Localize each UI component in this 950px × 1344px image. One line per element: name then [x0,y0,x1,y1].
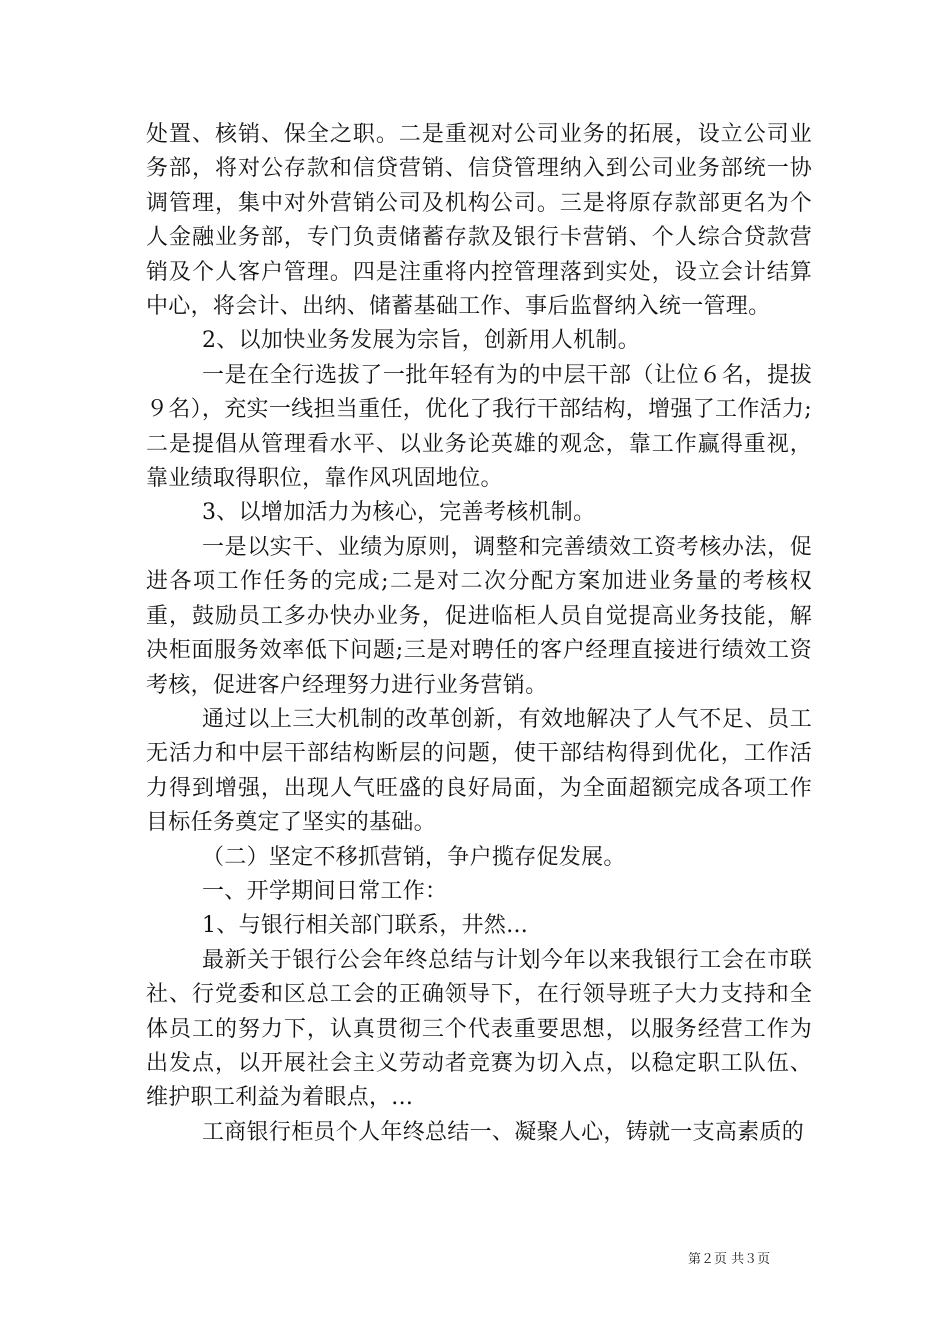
paragraph: 一是在全行选拔了一批年轻有为的中层干部（让位６名，提拔９名），充实一线担当重任，优化了我行干部结构，增强了工作活力;二是提倡从管理看水平、以业务论英雄的观念，靠工作赢得重视，靠业绩取得职位，靠作风巩固地位。 [146,362,812,492]
paragraph-continuation: 处置、核销、保全之职。二是重视对公司业务的拓展，设立公司业务部，将对公存款和信贷营销、信贷管理纳入到公司业务部统一协调管理，集中对外营销公司及机构公司。三是将原存款部更名为个人金融业务部，专门负责储蓄存款及银行卡营销、个人综合贷款营销及个人客户管理。四是注重将内控管理落到实处，设立会计结算中心，将会计、出纳、储蓄基础工作、事后监督纳入统一管理。 [146,122,812,320]
document-body [146,118,812,1150]
section-heading-3: 3、以增加活力为核心，完善考核机制。 [202,500,596,526]
paragraph: 最新关于银行公会年终总结与计划今年以来我银行工会在市联社、行党委和区总工会的正确领导下，在行领导班子大力支持和全体员工的努力下，认真贯彻三个代表重要思想，以服务经营工作为出发点，以开展社会主义劳动者竞赛为切入点，以稳定职工队伍、维护职工利益为着眼点，... [146,947,812,1111]
page-number: 第２页 共３页 [688,1252,771,1267]
paragraph: 一是以实干、业绩为原则，调整和完善绩效工资考核办法，促进各项工作任务的完成;二是对二次分配方案加进业务量的考核权重，鼓励员工多办快办业务，促进临柜人员自觉提高业务技能，解决柜面服务效率低下问题;三是对聘任的客户经理直接进行绩效工资考核，促进客户经理努力进行业务营销。 [146,534,812,698]
section-heading-daily-work: 一、开学期间日常工作： [202,878,448,904]
list-item: 1、与银行相关部门联系，井然... [202,913,529,939]
section-heading-2: 2、以加快业务发展为宗旨，创新用人机制。 [202,328,640,354]
paragraph: 工商银行柜员个人年终总结一、凝聚人心，铸就一支高素质的 [202,1119,805,1145]
section-heading-marketing: （二）坚定不移抓营销，争户揽存促发展。 [202,844,626,870]
paragraph: 通过以上三大机制的改革创新，有效地解决了人气不足、员工无活力和中层干部结构断层的问题，使干部结构得到优化，工作活力得到增强，出现人气旺盛的良好局面，为全面超额完成各项工作目标任务奠定了坚实的基础。 [146,706,812,836]
